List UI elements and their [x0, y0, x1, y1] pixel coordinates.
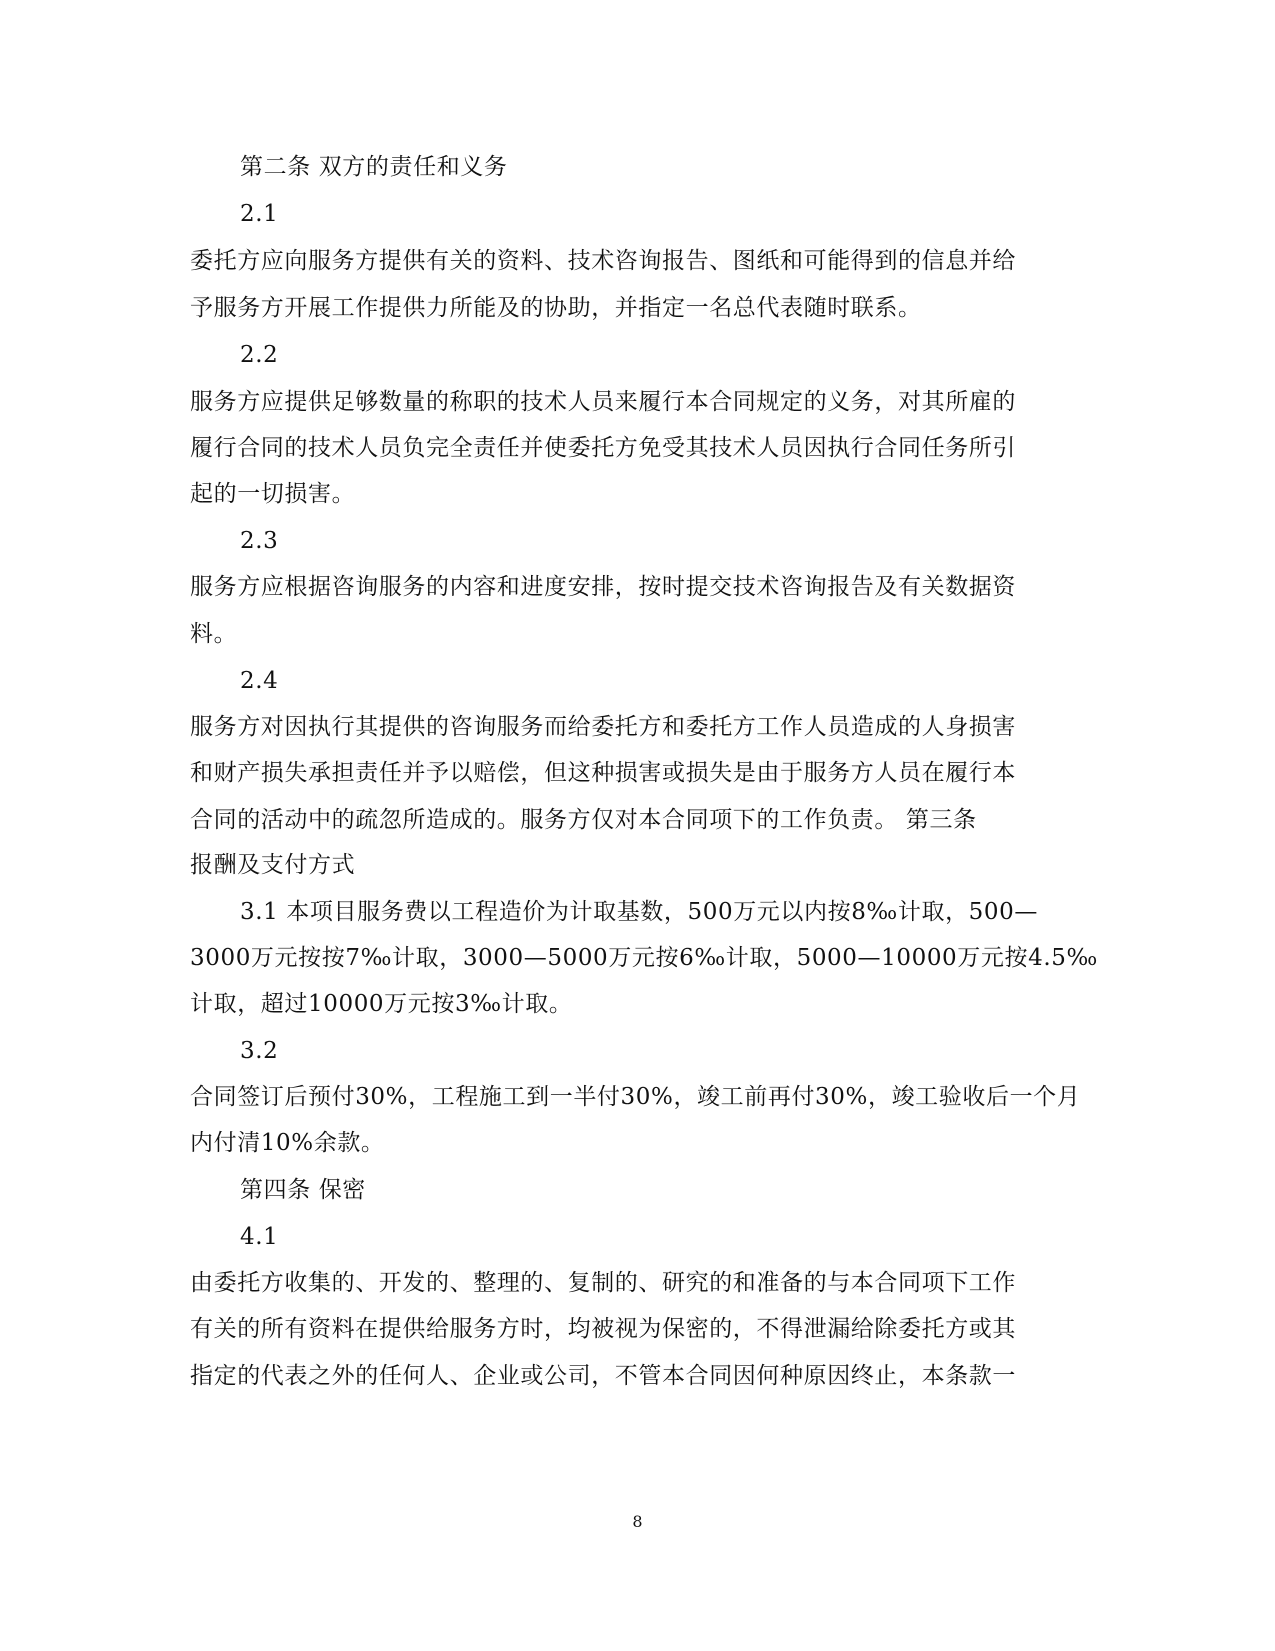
paragraph-line: 合同的活动中的疏忽所造成的。服务方仅对本合同项下的工作负责。 第三条: [190, 807, 977, 833]
paragraph-line: 委托方应向服务方提供有关的资料、技术咨询报告、图纸和可能得到的信息并给: [190, 248, 1016, 274]
paragraph-line: 指定的代表之外的任何人、企业或公司，不管本合同因何种原因终止，本条款一: [190, 1363, 1016, 1389]
page-number: 8: [632, 1512, 643, 1531]
clause-number-2-4: 2.4: [240, 668, 279, 694]
clause-number-4-1: 4.1: [240, 1224, 279, 1250]
paragraph-line: 有关的所有资料在提供给服务方时，均被视为保密的，不得泄漏给除委托方或其: [190, 1316, 1016, 1342]
paragraph-line: 内付清10%余款。: [190, 1130, 385, 1156]
paragraph-line: 履行合同的技术人员负完全责任并使委托方免受其技术人员因执行合同任务所引: [190, 435, 1016, 461]
section-heading-3-continued: 报酬及支付方式: [190, 852, 356, 878]
paragraph-line: 服务方对因执行其提供的咨询服务而给委托方和委托方工作人员造成的人身损害: [190, 714, 1016, 740]
paragraph-line: 计取，超过10000万元按3‰计取。: [190, 991, 573, 1017]
paragraph-line: 合同签订后预付30%，工程施工到一半付30%，竣工前再付30%，竣工验收后一个月: [190, 1084, 1081, 1110]
paragraph-line: 起的一切损害。: [190, 481, 356, 507]
section-heading-4: 第四条 保密: [240, 1177, 366, 1203]
paragraph-line: 由委托方收集的、开发的、整理的、复制的、研究的和准备的与本合同项下工作: [190, 1270, 1016, 1296]
clause-number-2-1: 2.1: [240, 201, 279, 227]
paragraph-line: 3000万元按按7‰计取，3000—5000万元按6‰计取，5000—10000万元按4.5‰: [190, 945, 1098, 971]
paragraph-line: 服务方应提供足够数量的称职的技术人员来履行本合同规定的义务，对其所雇的: [190, 389, 1016, 415]
clause-number-2-2: 2.2: [240, 342, 279, 368]
paragraph-line: 料。: [190, 621, 238, 647]
paragraph-line: 和财产损失承担责任并予以赔偿，但这种损害或损失是由于服务方人员在履行本: [190, 760, 1016, 786]
paragraph-line: 服务方应根据咨询服务的内容和进度安排，按时提交技术咨询报告及有关数据资: [190, 574, 1016, 600]
paragraph-line: 予服务方开展工作提供力所能及的协助，并指定一名总代表随时联系。: [190, 295, 922, 321]
clause-number-3-2: 3.2: [240, 1038, 279, 1064]
clause-number-2-3: 2.3: [240, 528, 279, 554]
section-heading-2: 第二条 双方的责任和义务: [240, 154, 508, 180]
clause-3-1: 3.1 本项目服务费以工程造价为计取基数，500万元以内按8‰计取，500—: [240, 899, 1038, 925]
